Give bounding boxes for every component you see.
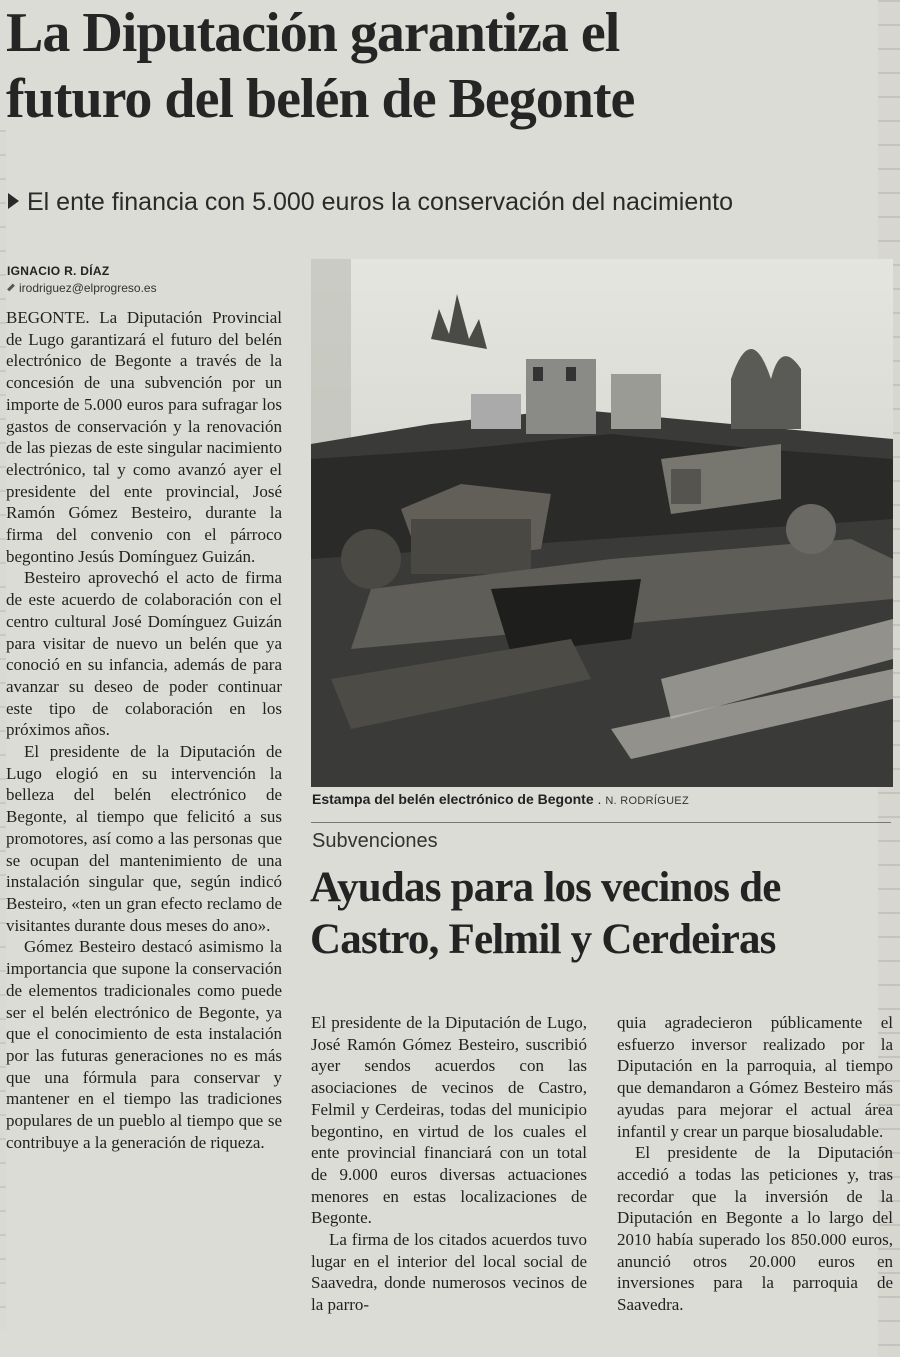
subhead-text: El ente financia con 5.000 euros la conservación del nacimiento (27, 188, 733, 216)
body-paragraph: El presidente de la Diputación accedió a todas las peticiones y, tras recordar que la inversión de la Diputación en Begonte a lo largo del 2010 había superado los 850.000 euros, anunció otros 20.000 euros en inversiones para la parroquia de Saavedra. (617, 1143, 893, 1315)
byline: IGNACIO R. DÍAZ (7, 264, 110, 278)
nativity-scene-image (311, 259, 893, 787)
body-paragraph: BEGONTE. La Diputación Provincial de Lugo garantizará el futuro del belén electrónico de Begonte a través de la concesión de una subvención por un importe de 5.000 euros para sufragar los gastos de conservación y la renovación de las piezas de este singular nacimiento electrónico, tal y como avanzó ayer el presidente del ente provincial, José Ramón Gómez Besteiro, durante la firma del convenio con el párroco begontino Jesús Domínguez Guizán. (6, 308, 282, 566)
headline-line-1: La Diputación garantiza el (6, 2, 620, 64)
body-paragraph: Besteiro aprovechó el acto de firma de este acuerdo de colaboración con el centro cultural José Domínguez Guizán para visitar de nuevo un belén que ya conoció en su infancia, además de para avanzar su deseo de poder continuar este tipo de colaboración en los próximos años. (6, 568, 282, 740)
body-paragraph: El presidente de la Diputación de Lugo, José Ramón Gómez Besteiro, suscribió ayer sendos acuerdos con las asociaciones de vecinos de Castro, Felmil y Cerdeiras, todas del municipio begontino, en virtud de los cuales el ente provincial financiará con un total de 9.000 euros diversas actuaciones menores en estas localizaciones de Begonte. (311, 1013, 587, 1228)
subheadline (8, 184, 888, 220)
body-paragraph: Gómez Besteiro destacó asimismo la importancia que supone la conservación de elementos tradicionales como puede ser el belén electrónico de Begonte, ya que el conocimiento de esta instalación por las futuras generaciones no es más que una fórmula para conservar y mantener en el tiempo las tradiciones populares de un pueblo al tiempo que se contribuye a la generación de riqueza. (6, 937, 282, 1152)
headline-line-2: futuro del belén de Begonte (6, 68, 635, 130)
secondary-headline-line-2: Castro, Felmil y Cerdeiras (310, 916, 776, 963)
secondary-column-2 (617, 1012, 893, 1316)
email-text: irodriguez@elprogreso.es (19, 281, 157, 295)
secondary-headline (310, 862, 890, 966)
main-article-body (6, 307, 282, 1153)
section-divider (311, 822, 891, 823)
photo-caption: Estampa del belén electrónico de Begonte . N. RODRÍGUEZ (312, 791, 689, 807)
secondary-column-1 (311, 1012, 587, 1316)
body-paragraph: El presidente de la Diputación de Lugo elogió en su intervención la belleza del belén electrónico de Begonte, al tiempo que felicitó a sus promotores, así como a las personas que se ocupan del mantenimiento de una instalación singular que, según indicó Besteiro, «ten un gran efecto reclamo de visitantes durante dous meses do ano». (6, 742, 282, 935)
body-paragraph: quia agradecieron públicamente el esfuerzo inversor realizado por la Diputación en la parroquia, al tiempo que demandaron a Gómez Besteiro más ayudas para mejorar el actual área infantil y crear un parque biosaludable. (617, 1013, 893, 1141)
nativity-scene-photo (311, 259, 893, 787)
photo-credit: N. RODRÍGUEZ (605, 795, 689, 807)
author-email (7, 281, 157, 295)
pen-icon (7, 284, 15, 292)
main-headline (6, 0, 886, 132)
caption-text: Estampa del belén electrónico de Begonte (312, 791, 594, 807)
section-label: Subvenciones (312, 830, 438, 852)
secondary-headline-line-1: Ayudas para los vecinos de (310, 864, 781, 911)
triangle-bullet-icon (8, 193, 19, 209)
body-paragraph: La firma de los citados acuerdos tuvo lugar en el interior del local social de Saavedra, donde numerosos vecinos de la parro- (311, 1230, 587, 1315)
